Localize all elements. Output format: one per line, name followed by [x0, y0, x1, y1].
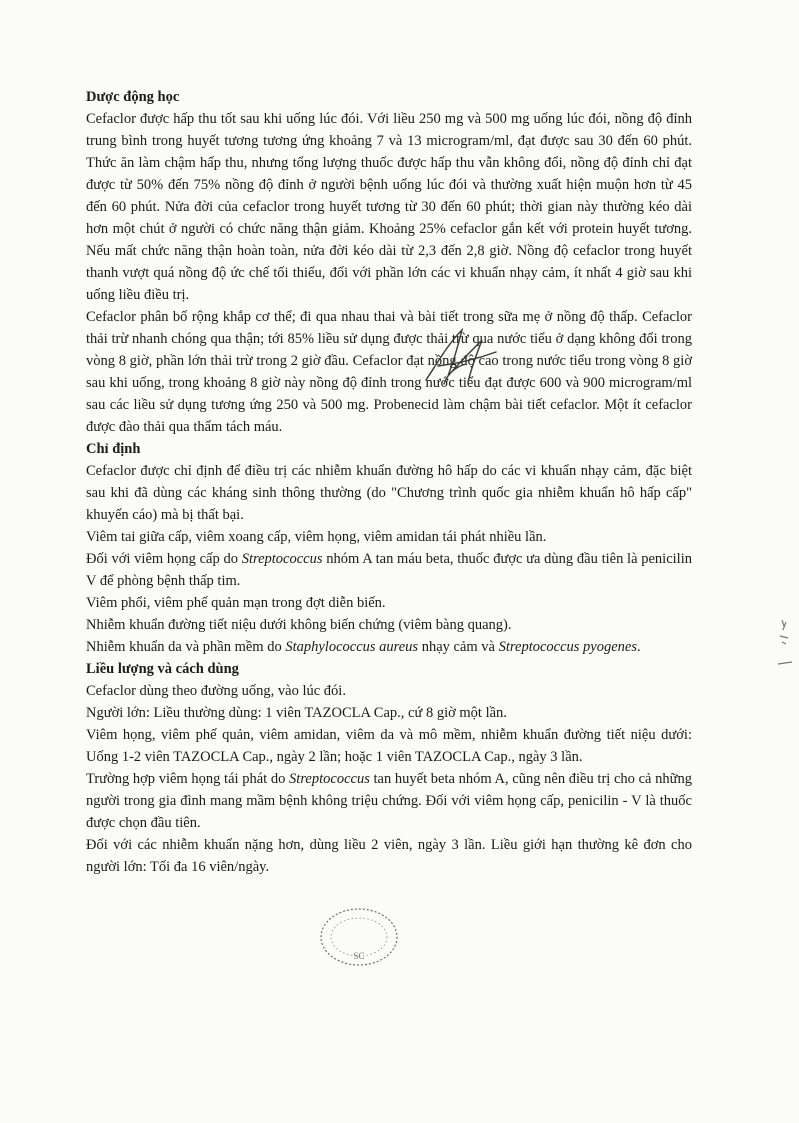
scan-edge-marks [776, 618, 794, 670]
stamp-seal [316, 904, 402, 970]
paragraph: Cefaclor được hấp thu tốt sau khi uống lúc đói. Với liều 250 mg và 500 mg uống lúc đói, nồng độ đỉnh trung bình trong huyết tương tương ứng khoảng 7 và 13 microgram/ml, đạt được sau 30 đến 60 phút. Thức ăn làm chậm hấp thu, nhưng tổng lượng thuốc được hấp thu vẫn không đổi, nồng độ đỉnh chỉ đạt được từ 50% đến 75% nồng độ đỉnh ở người bệnh uống lúc đói và thường xuất hiện muộn hơn từ 45 đến 60 phút. Nửa đời của cefaclor trong huyết tương từ 30 đến 60 phút; thời gian này thường kéo dài hơn một chút ở người có chức năng thận giảm. Khoảng 25% cefaclor gắn kết với protein huyết tương. Nếu mất chức năng thận hoàn toàn, nửa đời kéo dài từ 2,3 đến 2,8 giờ. Nồng độ cefaclor trong huyết thanh vượt quá nồng độ ức chế tối thiểu, đối với phần lớn các vi khuẩn nhạy cảm, ít nhất 4 giờ sau khi uống liều điều trị. [86, 111, 692, 303]
italic-term: Streptococcus [289, 771, 370, 787]
paragraph: Cefaclor dùng theo đường uống, vào lúc đói. [86, 683, 346, 699]
paragraph: Viêm họng, viêm phế quản, viêm amidan, viêm da và mô mềm, nhiễm khuẩn đường tiết niệu dưới: Uống 1-2 viên TAZOCLA Cap., ngày 2 lần; hoặc 1 viên TAZOCLA Cap., ngày 3 lần. [86, 727, 692, 765]
stamp-text: SC [353, 951, 365, 961]
document-body [86, 86, 692, 878]
handwritten-signature [418, 322, 502, 392]
section-heading: Chỉ định [86, 441, 141, 457]
italic-term: Streptococcus [241, 551, 323, 567]
paragraph: Viêm phổi, viêm phế quản mạn trong đợt diễn biến. [86, 595, 386, 611]
italic-term: Streptococcus pyogenes [498, 639, 637, 655]
paragraph: Cefaclor phân bố rộng khắp cơ thể; đi qua nhau thai và bài tiết trong sữa mẹ ở nồng độ thấp. Cefaclor thải trừ nhanh chóng qua thận; tới 85% liều sử dụng được thải trừ qua nước tiểu ở dạng không đổi trong vòng 8 giờ, phần lớn thải trừ trong 2 giờ đầu. Cefaclor đạt nồng độ cao trong nước tiểu trong vòng 8 giờ sau khi uống, trong khoảng 8 giờ này nồng độ đỉnh trong nước tiểu đạt được 600 và 900 microgram/ml sau các liều sử dụng tương ứng 250 và 500 mg. Probenecid làm chậm bài tiết cefaclor. Một ít cefaclor được đào thải qua thẩm tách máu. [86, 309, 692, 435]
section-heading: Dược động học [86, 89, 180, 105]
section-heading: Liều lượng và cách dùng [86, 661, 239, 677]
paragraph: Nhiễm khuẩn đường tiết niệu dưới không biến chứng (viêm bàng quang). [86, 617, 512, 633]
italic-term: Staphylococcus aureus [285, 639, 419, 655]
paragraph: Cefaclor được chỉ định để điều trị các nhiễm khuẩn đường hô hấp do các vi khuẩn nhạy cảm, đặc biệt sau khi đã dùng các kháng sinh thông thường (do "Chương trình quốc gia nhiễm khuẩn hô hấp cấp" khuyến cáo) mà bị thất bại. [86, 463, 692, 523]
paragraph: Viêm tai giữa cấp, viêm xoang cấp, viêm họng, viêm amidan tái phát nhiều lần. [86, 529, 547, 545]
paragraph: Đối với viêm họng cấp do Streptococcus nhóm A tan máu beta, thuốc được ưa dùng đầu tiên là penicilin V để phòng bệnh thấp tim. [86, 551, 692, 589]
paragraph: Nhiễm khuẩn da và phần mềm do Staphylococcus aureus nhạy cảm và Streptococcus pyogenes. [86, 639, 641, 655]
paragraph: Người lớn: Liều thường dùng: 1 viên TAZOCLA Cap., cứ 8 giờ một lần. [86, 705, 507, 721]
paragraph: Đối với các nhiễm khuẩn nặng hơn, dùng liều 2 viên, ngày 3 lần. Liều giới hạn thường kê đơn cho người lớn: Tối đa 16 viên/ngày. [86, 837, 692, 875]
paragraph: Trường hợp viêm họng tái phát do Streptococcus tan huyết beta nhóm A, cũng nên điều trị cho cả những người trong gia đình mang mầm bệnh không triệu chứng. Đối với viêm họng cấp, penicilin - V là thuốc được chọn đầu tiên. [86, 771, 692, 831]
